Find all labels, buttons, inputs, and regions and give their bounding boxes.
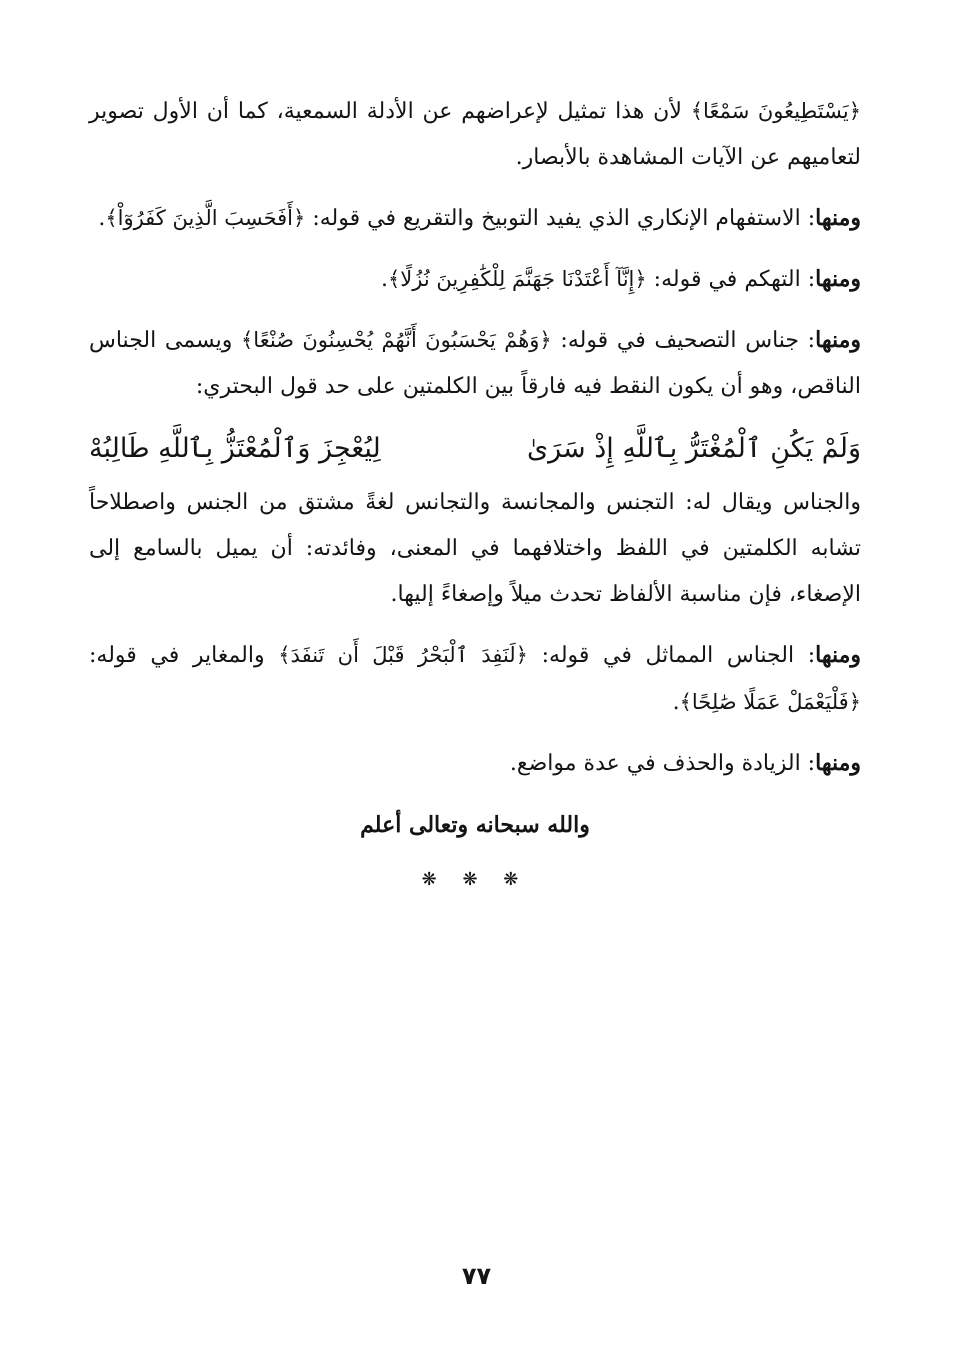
- quran-quote: ﴿لَنَفِدَ ٱلْبَحْرُ قَبْلَ أَن تَنفَدَ﴾: [278, 643, 528, 667]
- page-number: ٧٧: [461, 1262, 492, 1290]
- section-separator: ❋ ❋ ❋: [421, 869, 529, 890]
- paragraph-lead-word: ومنها: [815, 266, 861, 292]
- paragraph-text: : الجناس المماثل في قوله:: [528, 643, 816, 668]
- paragraph-text: : الاستفهام الإنكاري الذي يفيد التوبيخ والتقريع في قوله:: [305, 206, 816, 231]
- quran-quote: ﴿أَفَحَسِبَ الَّذِينَ كَفَرُوٓاْ﴾: [105, 206, 306, 230]
- paragraph: [89, 256, 861, 303]
- paragraph-text: والمغاير في قوله:: [89, 643, 279, 668]
- quran-quote: ﴿يَسْتَطِيعُونَ سَمْعًا﴾: [690, 99, 862, 123]
- paragraph-lead-word: ومنها: [815, 205, 861, 231]
- paragraph-text: .: [380, 267, 388, 292]
- paragraph-text: : التهكم في قوله:: [646, 267, 816, 292]
- paragraph: [89, 317, 861, 410]
- paragraph-text: .: [672, 690, 680, 715]
- paragraph-text: والجناس ويقال له: التجنس والمجانسة والتجانس لغةً مشتق من الجنس واصطلاحاً تشابه الكلمتين في اللفظ واختلافهما في المعنى، وفائدته: أن يميل بالسامع إلى الإصغاء، فإن مناسبة الألفاظ تحدث ميلاً وإصغاءً إليها.: [89, 490, 861, 607]
- paragraph-text: : الزيادة والحذف في عدة مواضع.: [509, 751, 816, 776]
- paragraph-lead-word: ومنها: [815, 750, 861, 776]
- page-body: [89, 88, 861, 895]
- paragraph: [89, 195, 861, 242]
- quran-quote: ﴿فَلْيَعْمَلْ عَمَلًا صَٰلِحًا﴾: [679, 690, 861, 714]
- quran-quote: ﴿إِنَّآ أَعْتَدْنَا جَهَنَّمَ لِلْكَٰفِرِينَ نُزُلًا﴾: [387, 267, 647, 291]
- poem-second-hemistich: لِيُعْجِزَ وَٱلْمُعْتَزُّ بِٱللَّهِ طَالِبُهْ: [89, 433, 381, 464]
- closing-line: والله سبحانه وتعالى أعلم: [360, 812, 590, 838]
- paragraph-lead-word: ومنها: [815, 327, 861, 353]
- paragraph-text: : جناس التصحيف في قوله:: [551, 328, 816, 353]
- paragraph-text: .: [98, 206, 106, 231]
- quran-quote: ﴿وَهُمْ يَحْسَبُونَ أَنَّهُمْ يُحْسِنُونَ صُنْعًا﴾: [241, 328, 552, 352]
- paragraph: [89, 740, 861, 787]
- poem-first-hemistich: وَلَمْ يَكُنِ ٱلْمُغْتَرُّ بِٱللَّهِ إِذْ سَرَىٰ: [526, 433, 861, 464]
- paragraph-text: لأن هذا تمثيل لإعراضهم عن الأدلة السمعية، كما أن الأول تصوير لتعاميهم عن الآيات المشاهدة بالأبصار.: [89, 99, 861, 170]
- poem-verse: [89, 424, 861, 474]
- paragraph-lead-word: ومنها: [815, 642, 861, 668]
- paragraph: [89, 88, 861, 181]
- paragraphs-after-poem: [89, 480, 861, 787]
- paragraph: [89, 632, 861, 726]
- paragraph: [89, 480, 861, 618]
- paragraphs-before-poem: [89, 88, 861, 410]
- paragraph-text: ويسمى الجناس الناقص، وهو أن يكون النقط فيه فارقاً بين الكلمتين على حد قول البحتري:: [89, 328, 861, 399]
